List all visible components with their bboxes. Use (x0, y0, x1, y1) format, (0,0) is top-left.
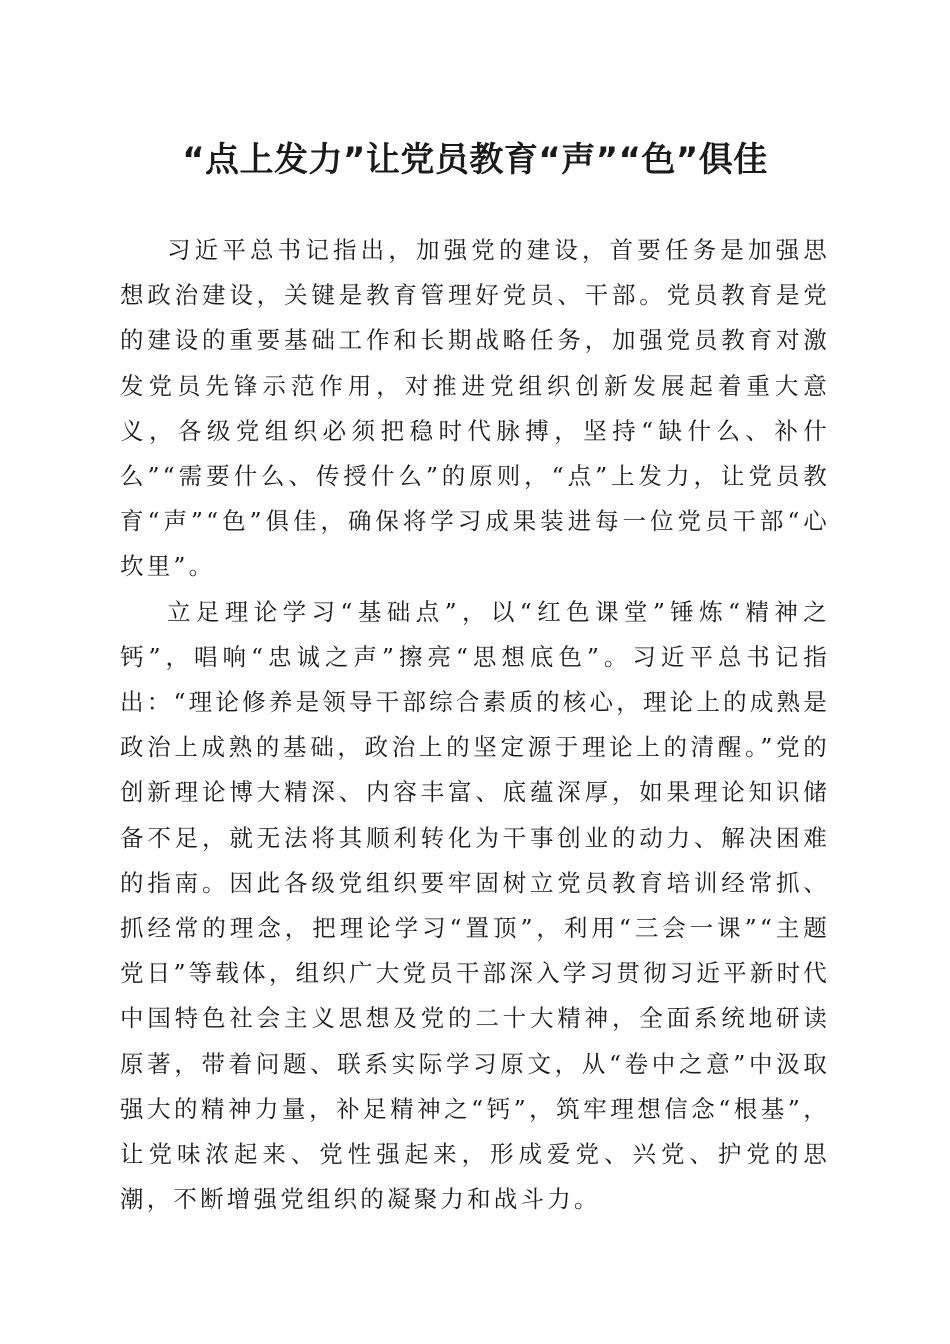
paragraph: 习近平总书记指出，加强党的建设，首要任务是加强思想政治建设，关键是教育管理好党员、干部。党员教育是党的建设的重要基础工作和长期战略任务，加强党员教育对激发党员先锋示范作用，对推进党组织创新发展起着重大意义，各级党组织必须把稳时代脉搏，坚持“缺什么、补什么”“需要什么、传授什么”的原则，“点”上发力，让党员教育“声”“色”俱佳，确保将学习成果装进每一位党员干部“心坎里”。 (120, 236, 830, 581)
paragraph: 立足理论学习“基础点”，以“红色课堂”锤炼“精神之钙”，唱响“忠诚之声”擦亮“思想底色”。习近平总书记指出：“理论修养是领导干部综合素质的核心，理论上的成熟是政治上成熟的基础，政治上的坚定源于理论上的清醒。”党的创新理论博大精深、内容丰富、底蕴深厚，如果理论知识储备不足，就无法将其顺利转化为干事创业的动力、解决困难的指南。因此各级党组织要牢固树立党员教育培训经常抓、抓经常的理念，把理论学习“置顶”，利用“三会一课”“主题党日”等载体，组织广大党员干部深入学习贯彻习近平新时代中国特色社会主义思想及党的二十大精神，全面系统地研读原著，带着问题、联系实际学习原文，从“卷中之意”中汲取强大的精神力量，补足精神之“钙”，筑牢理想信念“根基”，让党味浓起来、党性强起来，形成爱党、兴党、护党的思潮，不断增强党组织的凝聚力和战斗力。 (120, 597, 830, 1214)
document-title: “点上发力”让党员教育“声”“色”俱佳 (182, 140, 768, 180)
document-body (120, 228, 830, 1222)
